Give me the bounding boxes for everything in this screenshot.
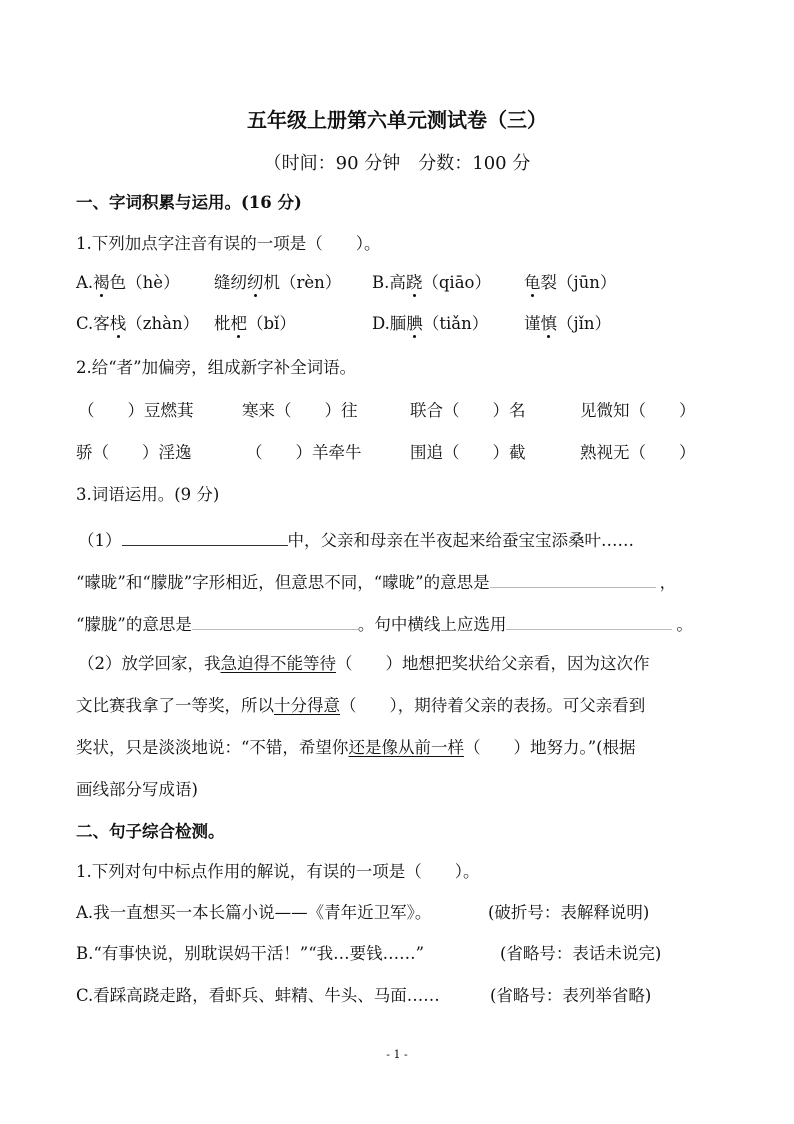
q1-option-b-word2: 龟裂（jūn） — [524, 273, 617, 292]
q2-item: 骄（ ）淫逸 — [76, 443, 192, 462]
s2-q1-option-a-note: (破折号：表解释说明) — [488, 903, 650, 922]
section-2-heading: 二、句子综合检测。 — [76, 822, 225, 841]
q1-option-c-word2: 枇杷（bǐ） — [214, 314, 296, 333]
q3-part2-line2: 文比赛我拿了一等奖，所以十分得意（ ），期待着父亲的表扬。可父亲看到 — [76, 696, 646, 715]
q3-stem: 3.词语运用。(9 分) — [76, 485, 220, 504]
q1-option-d-word2: 谨慎（jǐn） — [524, 314, 612, 333]
q2-item: （ ）羊牵牛 — [246, 443, 362, 462]
q2-stem: 2.给“者”加偏旁，组成新字补全词语。 — [76, 358, 357, 377]
exam-time-score: （时间：90 分钟 分数：100 分 — [263, 153, 531, 174]
q1-stem: 1.下列加点字注音有误的一项是（ ）。 — [76, 234, 381, 253]
q2-item: 寒来（ ）往 — [242, 401, 358, 420]
s2-q1-option-c-note: (省略号：表列举省略) — [490, 986, 652, 1005]
q2-item: 围追（ ）截 — [410, 443, 526, 462]
s2-q1-option-b: B.“有事快说，别耽误妈干活！”“我…要钱……” — [76, 944, 425, 963]
answer-blank[interactable] — [490, 569, 656, 588]
s2-q1-option-a: A.我一直想买一本长篇小说——《青年近卫军》。 — [76, 903, 432, 922]
q1-option-a-word2: 缝纫纫机（rèn） — [214, 273, 342, 292]
answer-blank[interactable] — [506, 611, 672, 630]
q2-item: 联合（ ）名 — [410, 401, 526, 420]
answer-blank[interactable] — [192, 611, 358, 630]
s2-q1-option-c: C.看踩高跷走路，看虾兵、蚌精、牛头、马面…… — [76, 986, 440, 1005]
q3-part2-line3: 奖状，只是淡淡地说：“不错，希望你还是像从前一样（ ）地努力。”(根据 — [76, 738, 636, 757]
q1-option-a-word1: A.褐色（hè） — [76, 273, 180, 292]
q1-option-b-word1: B.高跷（qiāo） — [372, 273, 491, 292]
q2-item: 见微知（ ） — [580, 401, 696, 420]
q2-item: （ ）豆燃萁 — [78, 401, 194, 420]
q1-option-c-word1: C.客栈（zhàn） — [76, 314, 200, 333]
section-1-heading: 一、字词积累与运用。(16 分) — [76, 193, 302, 212]
q3-part1-line1: （1） 中，父亲和母亲在半夜起来给蚕宝宝添桑叶…… — [78, 527, 634, 552]
q2-item: 熟视无（ ） — [580, 443, 696, 462]
page-title: 五年级上册第六单元测试卷（三） — [247, 108, 547, 132]
s2-q1-option-b-note: (省略号：表话未说完) — [500, 944, 662, 963]
q1-option-d-word1: D.腼腆（tiǎn） — [372, 314, 489, 333]
answer-blank[interactable] — [122, 527, 288, 546]
q3-part2-line4: 画线部分写成语) — [76, 780, 198, 799]
page-number: - 1 - — [386, 1048, 408, 1061]
q3-part2-line1: （2）放学回家，我急迫得不能等待（ ）地想把奖状给父亲看，因为这次作 — [78, 654, 650, 673]
q3-part1-line2: “曚昽”和“朦胧”字形相近，但意思不同，“曚昽”的意思是 ， — [76, 569, 676, 594]
q3-part1-line3: “朦胧”的意思是 。句中横线上应选用 。 — [76, 611, 693, 636]
s2-q1-stem: 1.下列对句中标点作用的解说，有误的一项是（ ）。 — [76, 862, 480, 881]
